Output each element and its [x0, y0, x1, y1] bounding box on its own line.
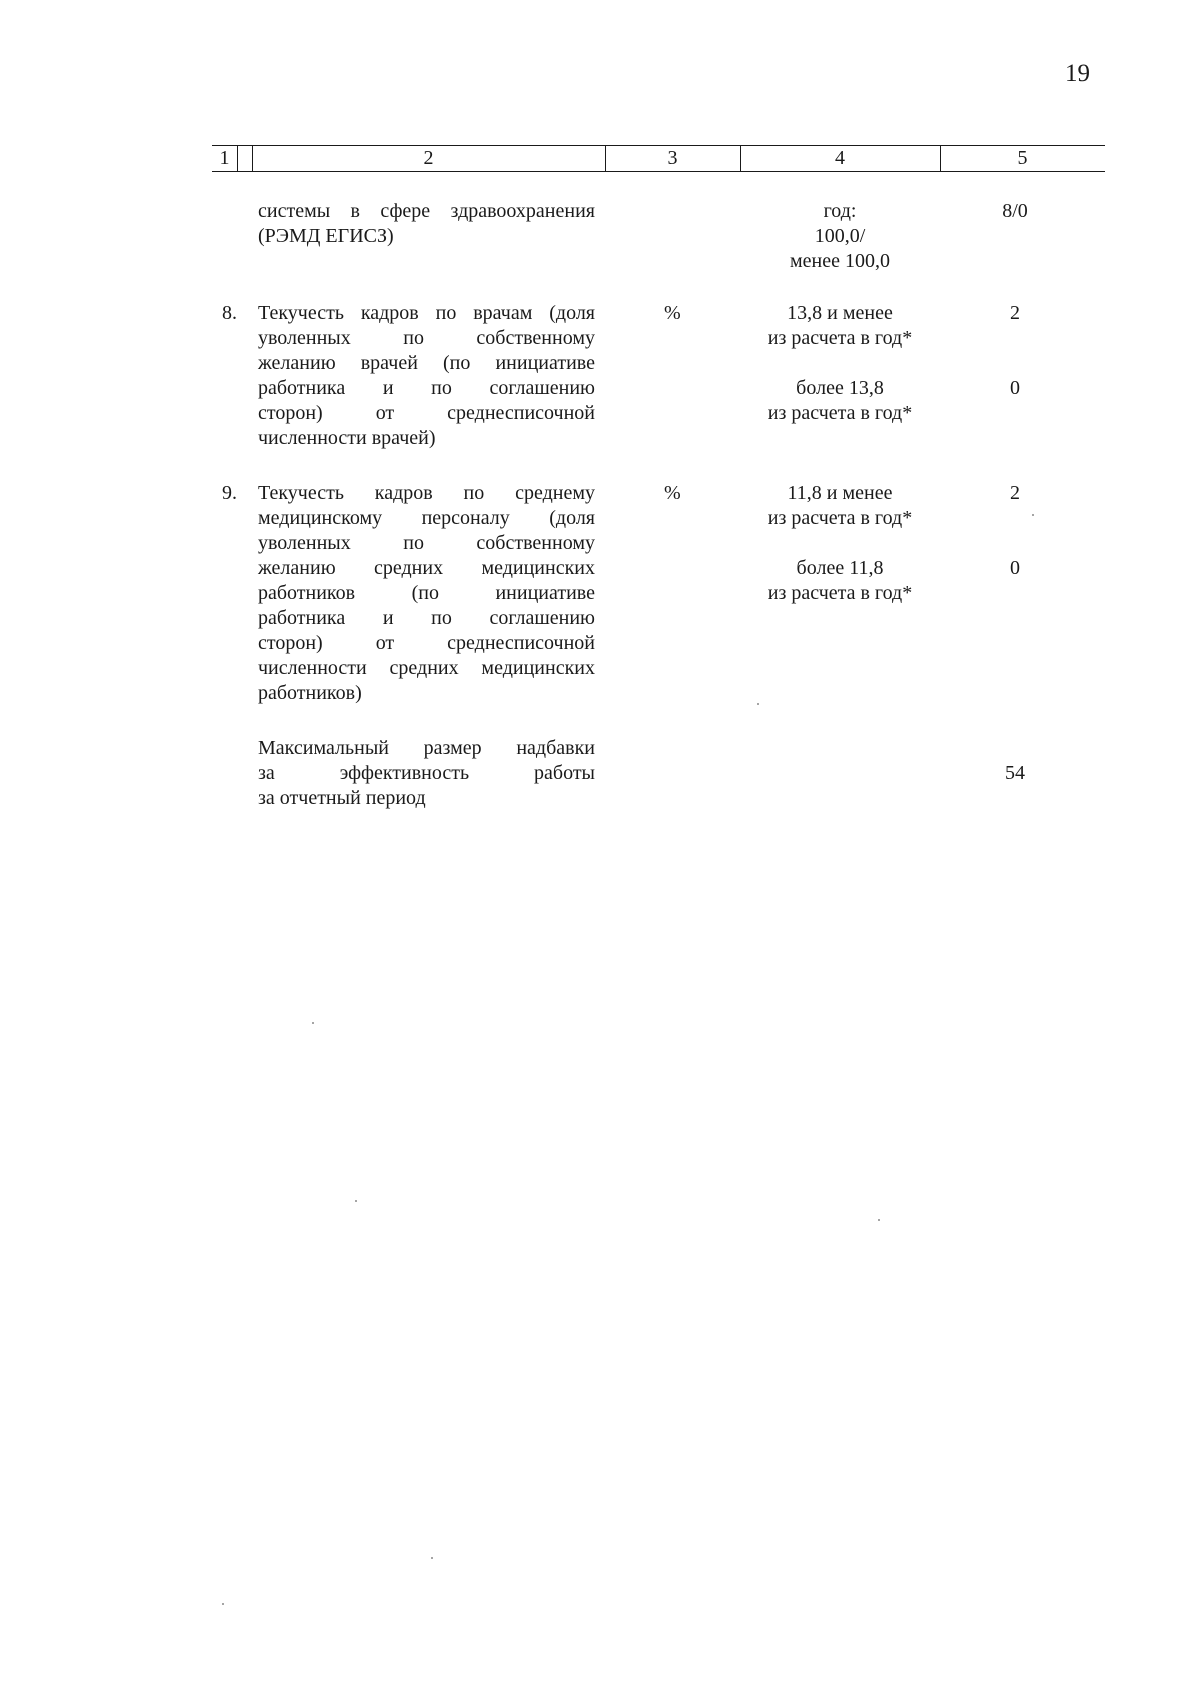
row-value-line: 100,0/ — [814, 225, 866, 247]
row-value-line: 11,8 и менее — [787, 482, 893, 504]
row-description-line: работников (по инициативе — [258, 582, 595, 604]
table-header — [212, 145, 1105, 172]
row-value-line: из расчета в год* — [767, 507, 913, 529]
row-description-line: работника и по соглашению — [258, 607, 595, 629]
row-description-line: Текучесть кадров по среднему — [258, 482, 595, 504]
row-description-line: Максимальный размер надбавки — [258, 737, 595, 759]
column-5-header: 5 — [1017, 147, 1028, 169]
row-score: 0 — [1010, 557, 1020, 579]
scan-speck — [312, 1022, 314, 1024]
row-score: 0 — [1010, 377, 1020, 399]
row-number: 8. — [222, 302, 237, 324]
page-number: 19 — [1065, 60, 1090, 87]
row-description-line: численности средних медицинских — [258, 657, 595, 679]
row-description-line: (РЭМД ЕГИСЗ) — [258, 225, 394, 247]
row-description-line: за отчетный период — [258, 787, 426, 809]
row-value-line: более 13,8 — [796, 377, 884, 399]
row-description-line: Текучесть кадров по врачам (доля — [258, 302, 595, 324]
row-score: 2 — [1010, 302, 1020, 324]
row-description-line: медицинскому персоналу (доля — [258, 507, 595, 529]
row-value-line: год: — [823, 200, 857, 222]
row-description-line: уволенных по собственному — [258, 327, 595, 349]
scan-speck — [431, 1557, 433, 1559]
row-description-line: сторон) от среднесписочной — [258, 632, 595, 654]
row-unit: % — [664, 482, 681, 504]
row-description-line: уволенных по собственному — [258, 532, 595, 554]
row-description-line: сторон) от среднесписочной — [258, 402, 595, 424]
row-number: 9. — [222, 482, 237, 504]
row-value-line: менее 100,0 — [790, 250, 890, 272]
row-value-line: более 11,8 — [796, 557, 884, 579]
row-description-line: желанию врачей (по инициативе — [258, 352, 595, 374]
scan-speck — [1032, 514, 1034, 516]
row-value-line: 13,8 и менее — [787, 302, 893, 324]
row-score: 8/0 — [1002, 200, 1028, 222]
row-description-line: численности врачей) — [258, 427, 436, 449]
row-score: 2 — [1010, 482, 1020, 504]
row-score: 54 — [1005, 762, 1025, 784]
row-description-line: желанию средних медицинских — [258, 557, 595, 579]
row-value-line: из расчета в год* — [767, 327, 913, 349]
scan-speck — [222, 1603, 224, 1605]
scan-speck — [757, 703, 759, 705]
row-unit: % — [664, 302, 681, 324]
column-divider — [237, 146, 238, 171]
row-description-line: за эффективность работы — [258, 762, 595, 784]
column-4-header: 4 — [835, 147, 845, 169]
column-2-header: 2 — [423, 147, 434, 169]
scan-speck — [355, 1200, 357, 1202]
row-value-line: из расчета в год* — [767, 582, 913, 604]
row-description-line: работников) — [258, 682, 362, 704]
column-1-header: 1 — [219, 147, 230, 169]
column-3-header: 3 — [667, 147, 678, 169]
row-value-line: из расчета в год* — [767, 402, 913, 424]
scan-speck — [878, 1219, 880, 1221]
row-description-line: работника и по соглашению — [258, 377, 595, 399]
row-description-line: системы в сфере здравоохранения — [258, 200, 595, 222]
